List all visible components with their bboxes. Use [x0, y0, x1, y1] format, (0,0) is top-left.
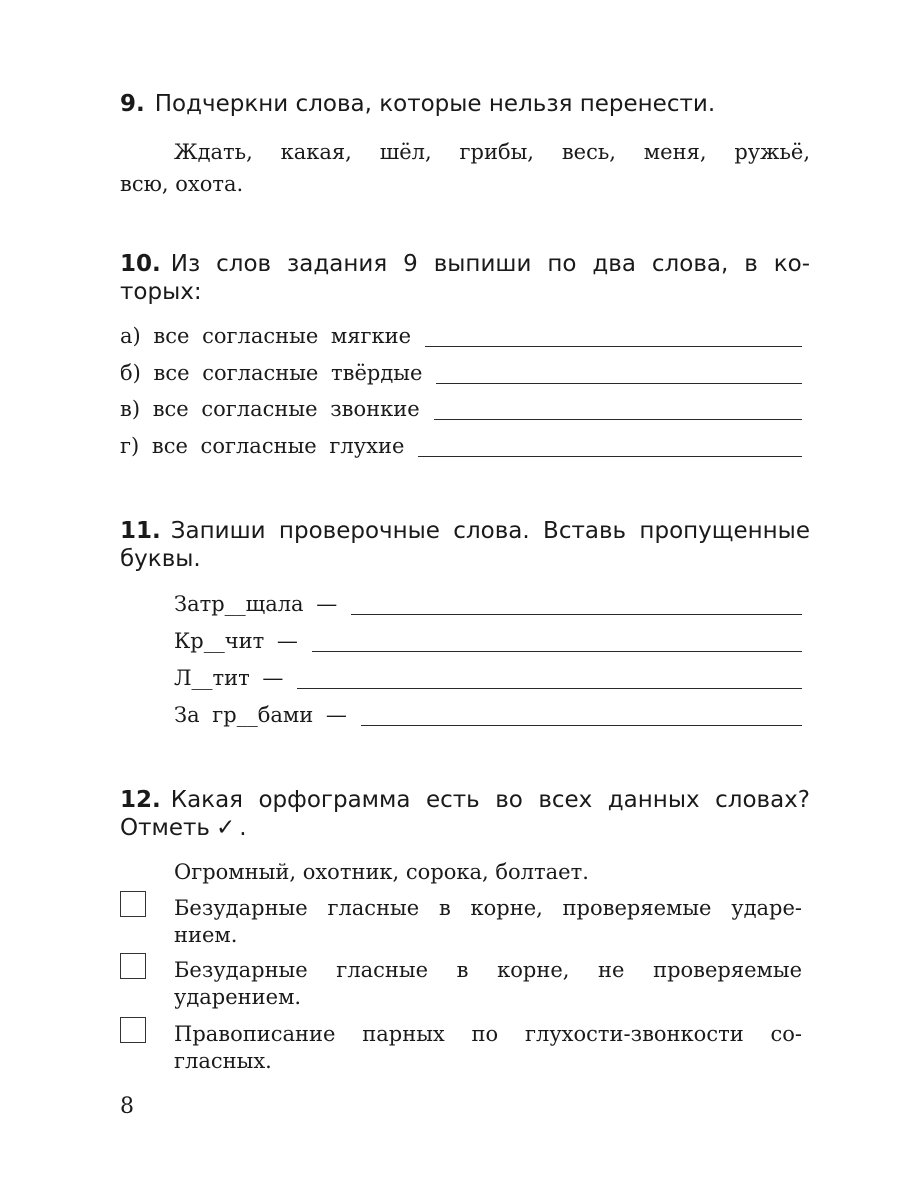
answer-row-v [120, 393, 802, 425]
answer-label: а) все согласные мягкие [120, 324, 412, 348]
task-instruction: торых: [120, 279, 202, 305]
task-number: 12. [120, 787, 161, 813]
answer-label: б) все согласные твёрдые [120, 361, 423, 385]
answer-line[interactable] [297, 688, 802, 689]
answer-line[interactable] [312, 651, 802, 652]
answer-label: в) все согласные звонкие [120, 397, 420, 421]
answer-line[interactable] [434, 419, 802, 420]
check-word-row [174, 662, 802, 694]
task-12-words: Огромный, охотник, сорока, болтает. [174, 860, 589, 884]
answer-label: г) все согласные глухие [120, 434, 405, 458]
answer-line[interactable] [436, 383, 802, 384]
task-instruction: Отметь [120, 815, 210, 841]
task-12-heading-cont: Отметь ✓ . [120, 812, 810, 844]
answer-line[interactable] [418, 456, 802, 457]
task-9-words [120, 136, 810, 200]
option-1-text: Безударные гласные в корне, проверяемые ударе- нием. [174, 896, 802, 947]
task-instruction: Запиши проверочные слова. Вставь пропущенные [170, 518, 810, 544]
option-2-checkbox[interactable] [120, 953, 146, 979]
answer-line[interactable] [361, 725, 802, 726]
task-9-heading [120, 88, 810, 120]
option-1-checkbox[interactable] [120, 891, 146, 917]
word-with-gap: Л__тит — [174, 666, 284, 690]
option-3-text: Правописание парных по глухости-звонкости со- гласных. [174, 1022, 802, 1073]
task-10-heading-cont [120, 276, 810, 308]
answer-row-b [120, 357, 802, 389]
task-instruction: буквы. [120, 546, 201, 572]
check-word-row [174, 699, 802, 731]
word-with-gap: Затр__щала — [174, 592, 338, 616]
answer-line[interactable] [351, 614, 802, 615]
task-instruction: Из слов задания 9 выпиши по два слова, в ко- [170, 251, 810, 277]
task-11-heading-cont [120, 543, 810, 575]
word-with-gap: За гр__бами — [174, 703, 347, 727]
words-line: Ждать, какая, шёл, грибы, весь, меня, ружьё, [174, 140, 810, 164]
checkmark-icon: ✓ [215, 815, 236, 841]
word-with-gap: Кр__чит — [174, 629, 298, 653]
words-line: всю, охота. [120, 172, 244, 196]
answer-row-a [120, 320, 802, 352]
task-number: 11. [120, 518, 161, 544]
option-3-checkbox[interactable] [120, 1017, 146, 1043]
task-instruction: Подчеркни слова, которые нельзя перенести. [154, 91, 716, 117]
check-word-row [174, 588, 802, 620]
check-word-row [174, 625, 802, 657]
option-2-text: Безударные гласные в корне, не проверяемые ударением. [174, 958, 802, 1009]
answer-row-g [120, 430, 802, 462]
task-number: 9. [120, 91, 145, 117]
page-number: 8 [120, 1094, 134, 1119]
answer-line[interactable] [425, 346, 802, 347]
task-number: 10. [120, 251, 161, 277]
task-instruction: Какая орфограмма есть во всех данных словах? [170, 787, 810, 813]
